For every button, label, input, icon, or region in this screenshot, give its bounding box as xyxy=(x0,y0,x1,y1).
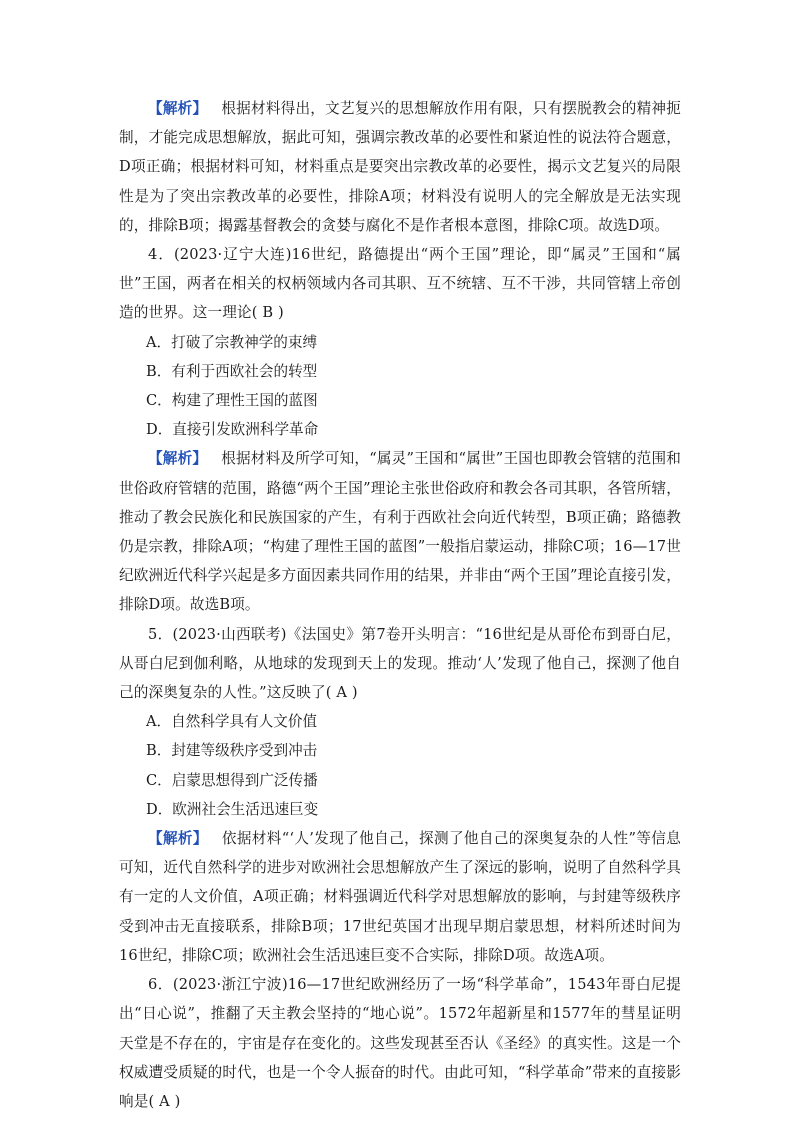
analysis-label: 【解析】 xyxy=(148,830,208,848)
analysis-label: 【解析】 xyxy=(148,100,208,117)
q4-analysis-text: 根据材料及所学可知，“属灵”王国和“属世”王国也即教会管辖的范围和世俗政府管辖的范围，路德“两个王国”理论主张世俗政府和教会各司其职，各管所辖，推动了教会民族化和民族国家的产生，有利于西欧社会向近代转型，B项正确；路德教仍是宗教，排除A项；“构建了理性王国的蓝图”一般指启蒙运动，排除C项；16—17世纪欧洲近代科学兴起是多方面因素共同作用的结果，并非由“两个王国”理论直接引发，排除D项。故选B项。 xyxy=(119,450,681,614)
q6-stem: 6．(2023·浙江宁波)16—17世纪欧洲经历了一场“科学革命”，1543年哥白尼提出“日心说”，推翻了天主教会坚持的“地心说”。1572年超新星和1577年的彗星证明天堂是不存在的，宇宙是存在变化的。这些发现甚至否认《圣经》的真实性。这是一个权威遭受质疑的时代，也是一个令人振奋的时代。由此可知，“科学革命”带来的直接影响是( A ) xyxy=(119,976,681,1110)
q4-option-b: B．有利于西欧社会的转型 xyxy=(146,362,318,380)
q4-option-d: D．直接引发欧洲科学革命 xyxy=(146,421,319,439)
q5-option-a: A．自然科学具有人文价值 xyxy=(146,713,318,731)
q3-analysis xyxy=(119,94,681,240)
q4-analysis xyxy=(119,444,681,619)
q5-option-c: C．启蒙思想得到广泛传播 xyxy=(146,771,318,789)
q5-option-d: D．欧洲社会生活迅速巨变 xyxy=(146,800,319,818)
q4-option-a: A．打破了宗教神学的束缚 xyxy=(146,333,318,351)
q5-stem: 5．(2023·山西联考)《法国史》第7卷开头明言：“16世纪是从哥伦布到哥白尼，从哥白尼到伽利略，从地球的发现到天上的发现。推动‘人’发现了他自己，探测了他自己的深奥复杂的人性。”这反映了( A ) xyxy=(119,625,681,702)
q4-stem: 4．(2023·辽宁大连)16世纪，路德提出“两个王国”理论，即“属灵”王国和“属世”王国，两者在相关的权柄领域内各司其职、互不统辖、互不干涉，共同管辖上帝创造的世界。这一理论( B ) xyxy=(119,246,681,322)
document-page xyxy=(119,94,681,1116)
q4-option-c: C．构建了理性王国的蓝图 xyxy=(146,392,318,410)
q3-analysis-text: 根据材料得出，文艺复兴的思想解放作用有限，只有摆脱教会的精神扼制，才能完成思想解放，据此可知，强调宗教改革的必要性和紧迫性的说法符合题意，D项正确；根据材料可知，材料重点是要突出宗教改革的必要性，揭示文艺复兴的局限性是为了突出宗教改革的必要性，排除A项；材料没有说明人的完全解放是无法实现的，排除B项；揭露基督教会的贪婪与腐化不是作者根本意图，排除C项。故选D项。 xyxy=(119,100,681,234)
q5-analysis xyxy=(119,824,681,970)
q5-option-b: B．封建等级秩序受到冲击 xyxy=(146,742,318,760)
q5-analysis-text: 依据材料“‘人’发现了他自己，探测了他自己的深奥复杂的人性”等信息可知，近代自然科学的进步对欧洲社会思想解放产生了深远的影响，说明了自然科学具有一定的人文价值，A项正确；材料强调近代科学对思想解放的影响，与封建等级秩序受到冲击无直接联系，排除B项；17世纪英国才出现早期启蒙思想，材料所述时间为16世纪，排除C项；欧洲社会生活迅速巨变不合实际，排除D项。故选A项。 xyxy=(119,830,681,964)
analysis-label: 【解析】 xyxy=(148,450,208,468)
